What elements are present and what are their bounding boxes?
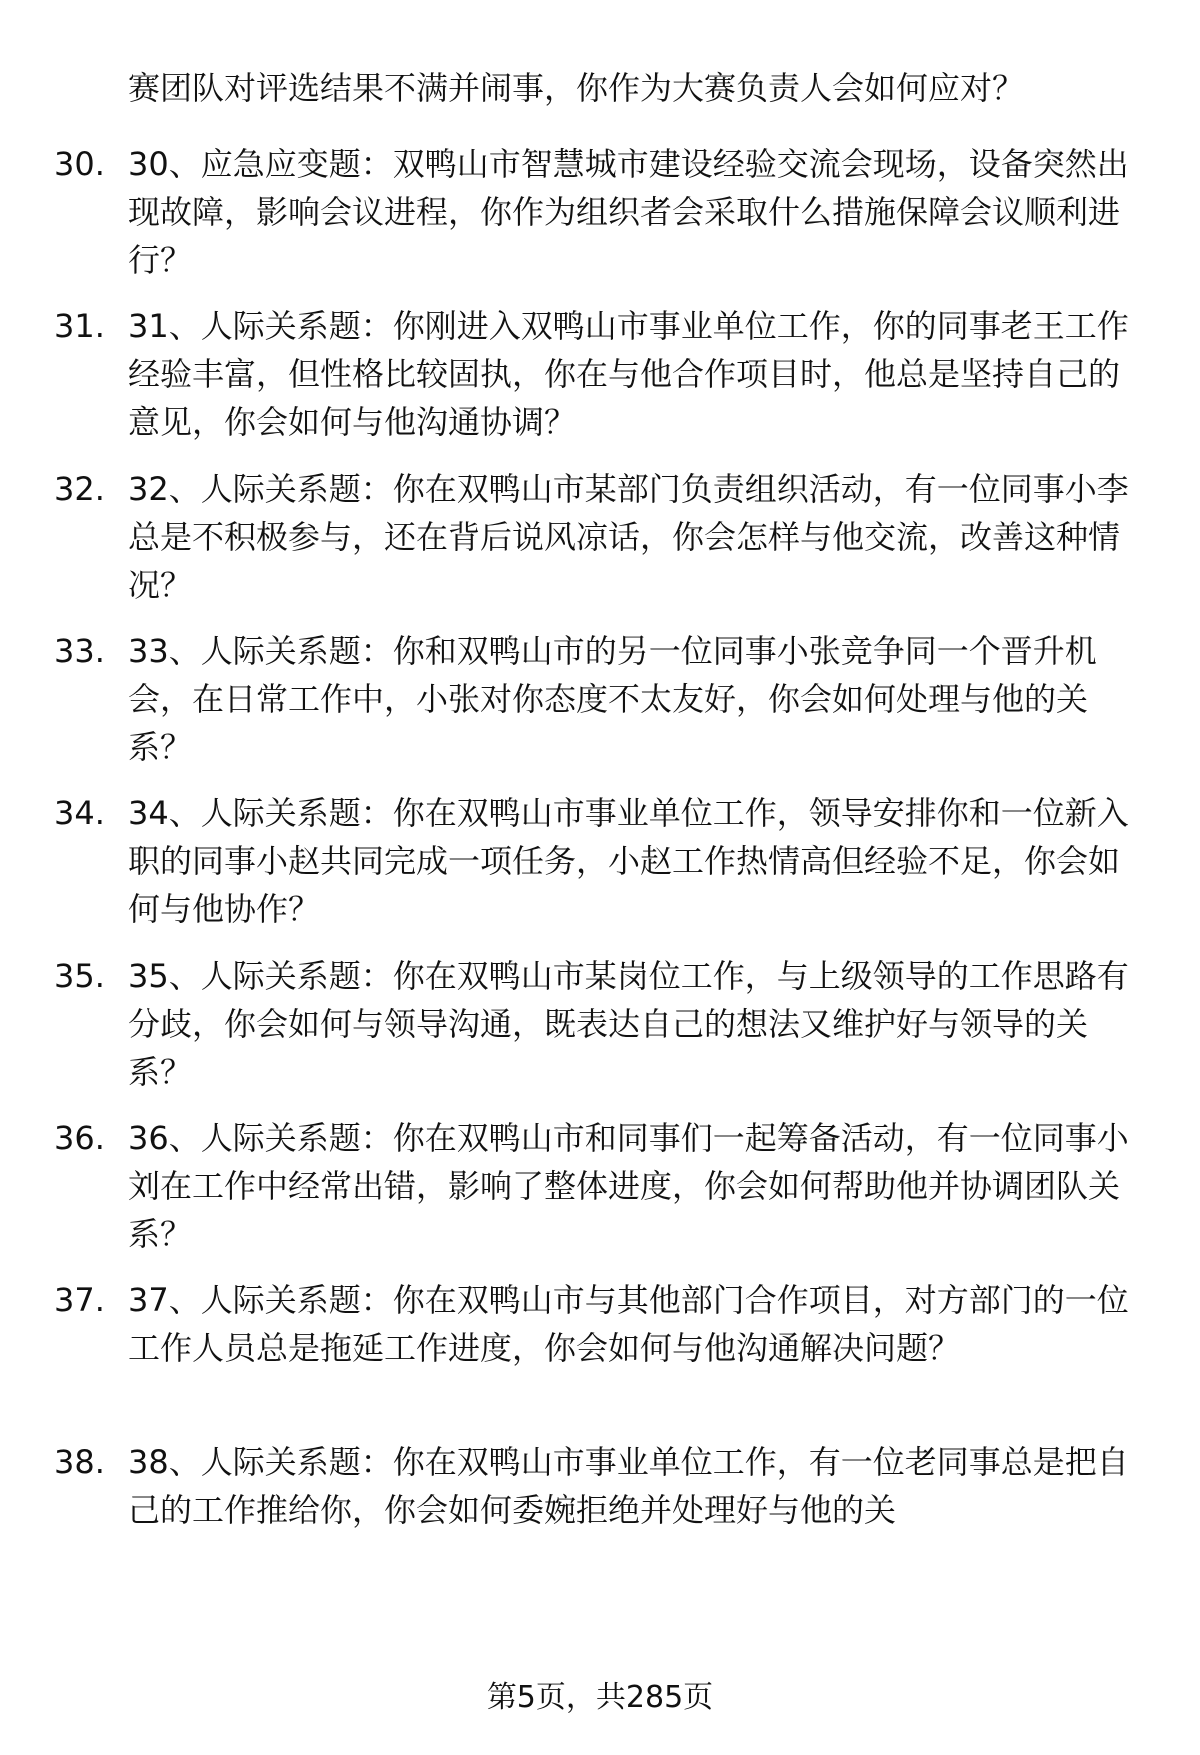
question-number: 35. — [54, 957, 105, 995]
question-number: 34. — [54, 794, 105, 832]
question-number: 38. — [54, 1443, 105, 1481]
question-text: 33、人际关系题：你和双鸭山市的另一位同事小张竞争同一个晋升机会，在日常工作中，小张对你态度不太友好，你会如何处理与他的关系？ — [128, 632, 1097, 766]
question-text: 38、人际关系题：你在双鸭山市事业单位工作，有一位老同事总是把自己的工作推给你，你会如何委婉拒绝并处理好与他的关 — [128, 1443, 1129, 1529]
question-text: 36、人际关系题：你在双鸭山市和同事们一起筹备活动，有一位同事小刘在工作中经常出错，影响了整体进度，你会如何帮助他并协调团队关系？ — [128, 1119, 1129, 1253]
question-text: 32、人际关系题：你在双鸭山市某部门负责组织活动，有一位同事小李总是不积极参与，还在背后说风凉话，你会怎样与他交流，改善这种情况？ — [128, 470, 1129, 604]
question-text: 34、人际关系题：你在双鸭山市事业单位工作，领导安排你和一位新入职的同事小赵共同完成一项任务，小赵工作热情高但经验不足，你会如何与他协作？ — [128, 794, 1129, 928]
question-text: 31、人际关系题：你刚进入双鸭山市事业单位工作，你的同事老王工作经验丰富，但性格比较固执，你在与他合作项目时，他总是坚持自己的意见，你会如何与他沟通协调？ — [128, 307, 1129, 441]
question-text: 37、人际关系题：你在双鸭山市与其他部门合作项目，对方部门的一位工作人员总是拖延工作进度，你会如何与他沟通解决问题？ — [128, 1281, 1129, 1367]
question-number: 36. — [54, 1119, 105, 1157]
page-footer: 第5页，共285页 — [486, 1680, 714, 1715]
question-number: 32. — [54, 470, 105, 508]
question-number: 31. — [54, 307, 105, 345]
question-number: 30. — [54, 145, 105, 183]
question-number: 33. — [54, 632, 105, 670]
question-text: 35、人际关系题：你在双鸭山市某岗位工作，与上级领导的工作思路有分歧，你会如何与领导沟通，既表达自己的想法又维护好与领导的关系？ — [128, 957, 1129, 1091]
continued-question-text: 赛团队对评选结果不满并闹事，你作为大赛负责人会如何应对？ — [128, 69, 1025, 107]
question-text: 30、应急应变题：双鸭山市智慧城市建设经验交流会现场，设备突然出现故障，影响会议进程，你作为组织者会采取什么措施保障会议顺利进行？ — [128, 145, 1129, 279]
question-number: 37. — [54, 1281, 105, 1319]
